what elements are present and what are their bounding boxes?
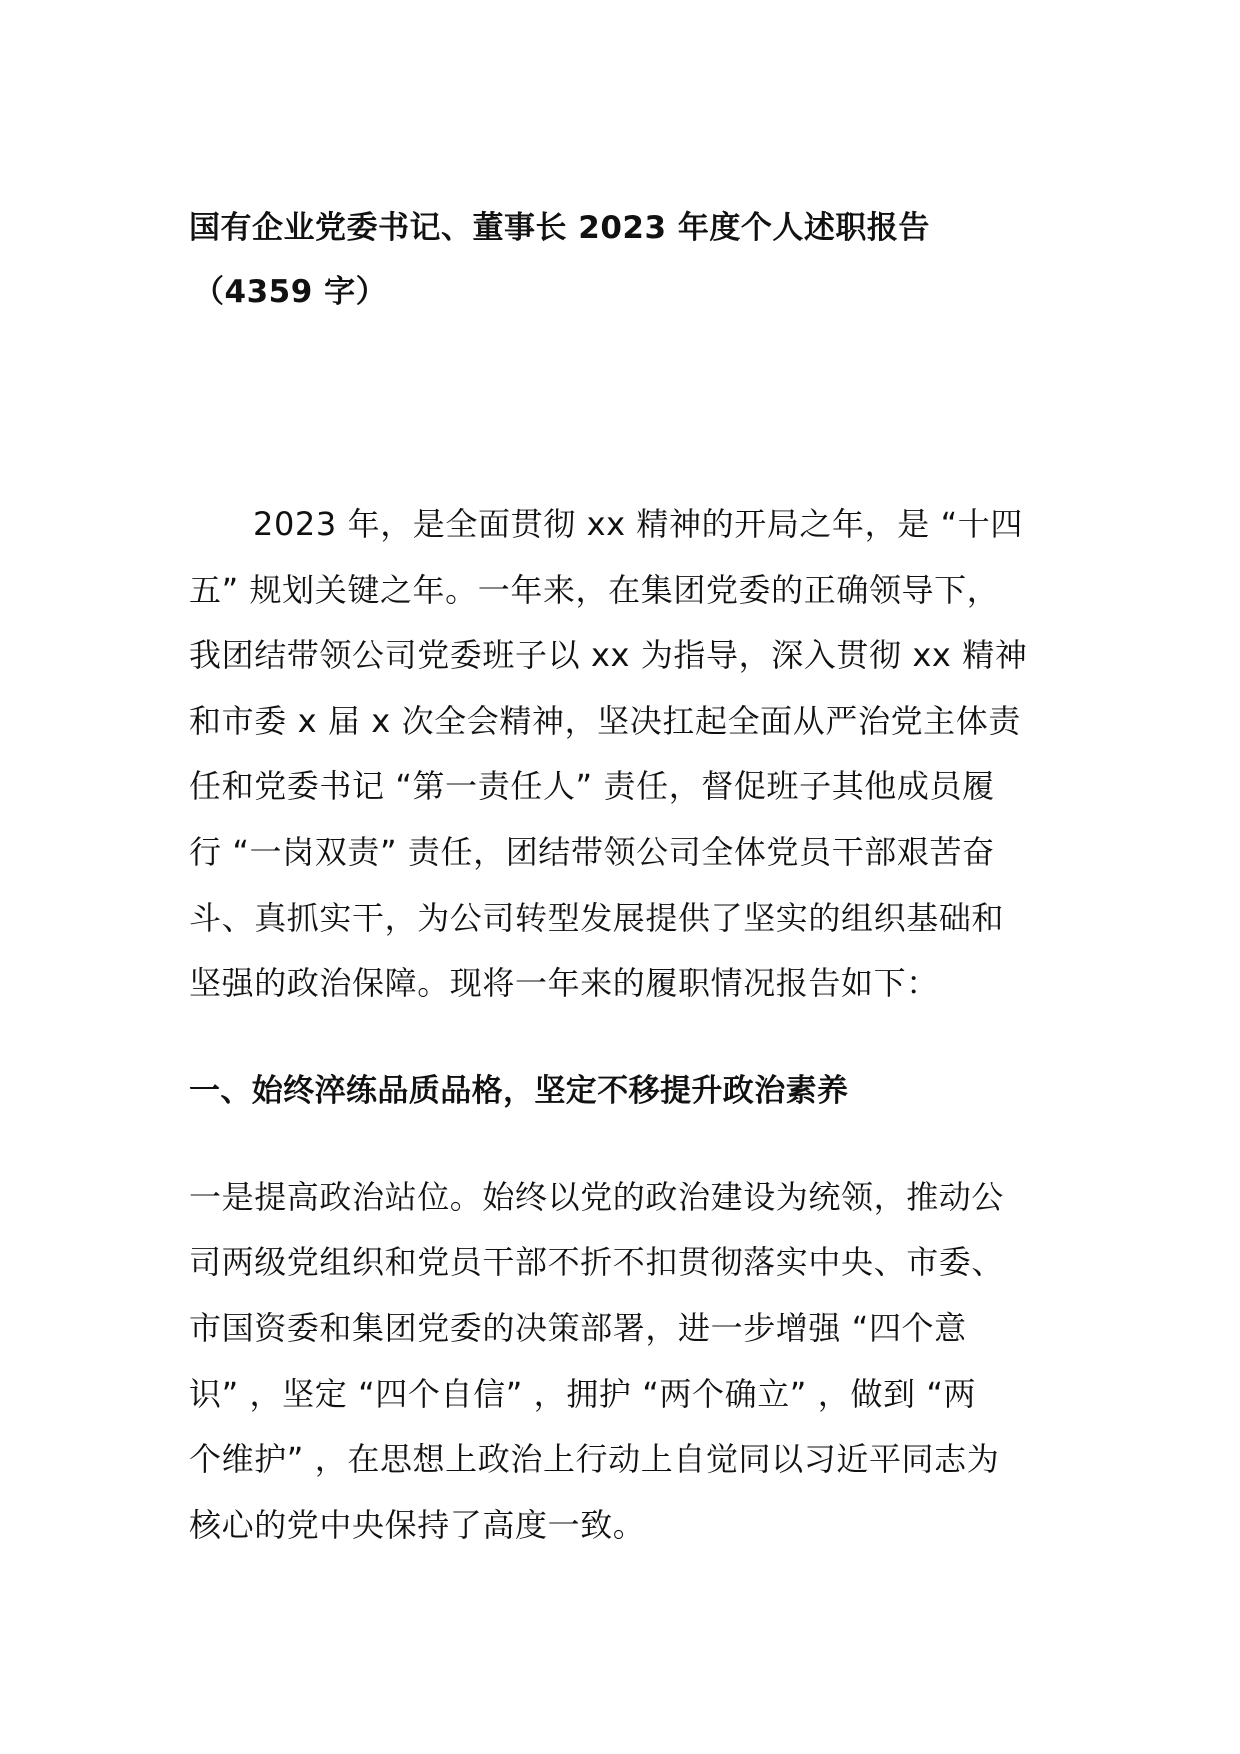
paragraph-line: 行 “一岗双责” 责任，团结带领公司全体党员干部艰苦奋 xyxy=(189,832,995,871)
paragraph-line: 核心的党中央保持了高度一致。 xyxy=(189,1505,646,1544)
paragraph-line: 司两级党组织和党员干部不折不扣贯彻落实中央、市委、 xyxy=(189,1243,1005,1282)
paragraph-line: 市国资委和集团党委的决策部署，进一步增强 “四个意 xyxy=(189,1308,967,1347)
paragraph-line: 和市委 x 届 x 次全会精神，坚决扛起全面从严治党主体责 xyxy=(189,701,1021,740)
intro-paragraph xyxy=(189,492,1054,1017)
paragraph-line: 个维护” ，在思想上政治上行动上自觉同以习近平同志为 xyxy=(189,1440,1000,1479)
section-heading: 一、始终淬练品质品格，坚定不移提升政治素养 xyxy=(189,1072,849,1109)
paragraph-line: 斗、真抓实干，为公司转型发展提供了坚实的组织基础和 xyxy=(189,898,1005,937)
paragraph-line: 一是提高政治站位。始终以党的政治建设为统领，推动公 xyxy=(189,1177,1005,1216)
point-one-paragraph xyxy=(189,1165,1054,1559)
paragraph-line: 坚强的政治保障。现将一年来的履职情况报告如下： xyxy=(189,964,939,1003)
document-title xyxy=(189,196,1054,324)
paragraph-line: 识” ，坚定 “四个自信” ，拥护 “两个确立” ，做到 “两 xyxy=(189,1374,977,1413)
title-line: （4359 字） xyxy=(193,274,388,310)
paragraph-line: 我团结带领公司党委班子以 xx 为指导，深入贯彻 xx 精神 xyxy=(189,636,1028,675)
paragraph-line: 五” 规划关键之年。一年来，在集团党委的正确领导下， xyxy=(189,570,1000,609)
title-line: 国有企业党委书记、董事长 2023 年度个人述职报告 xyxy=(189,210,930,246)
document-body xyxy=(189,196,1054,1558)
paragraph-line: 2023 年，是全面贯彻 xx 精神的开局之年，是 “十四 xyxy=(253,505,1023,543)
paragraph-line: 任和党委书记 “第一责任人” 责任，督促班子其他成员履 xyxy=(189,767,995,806)
